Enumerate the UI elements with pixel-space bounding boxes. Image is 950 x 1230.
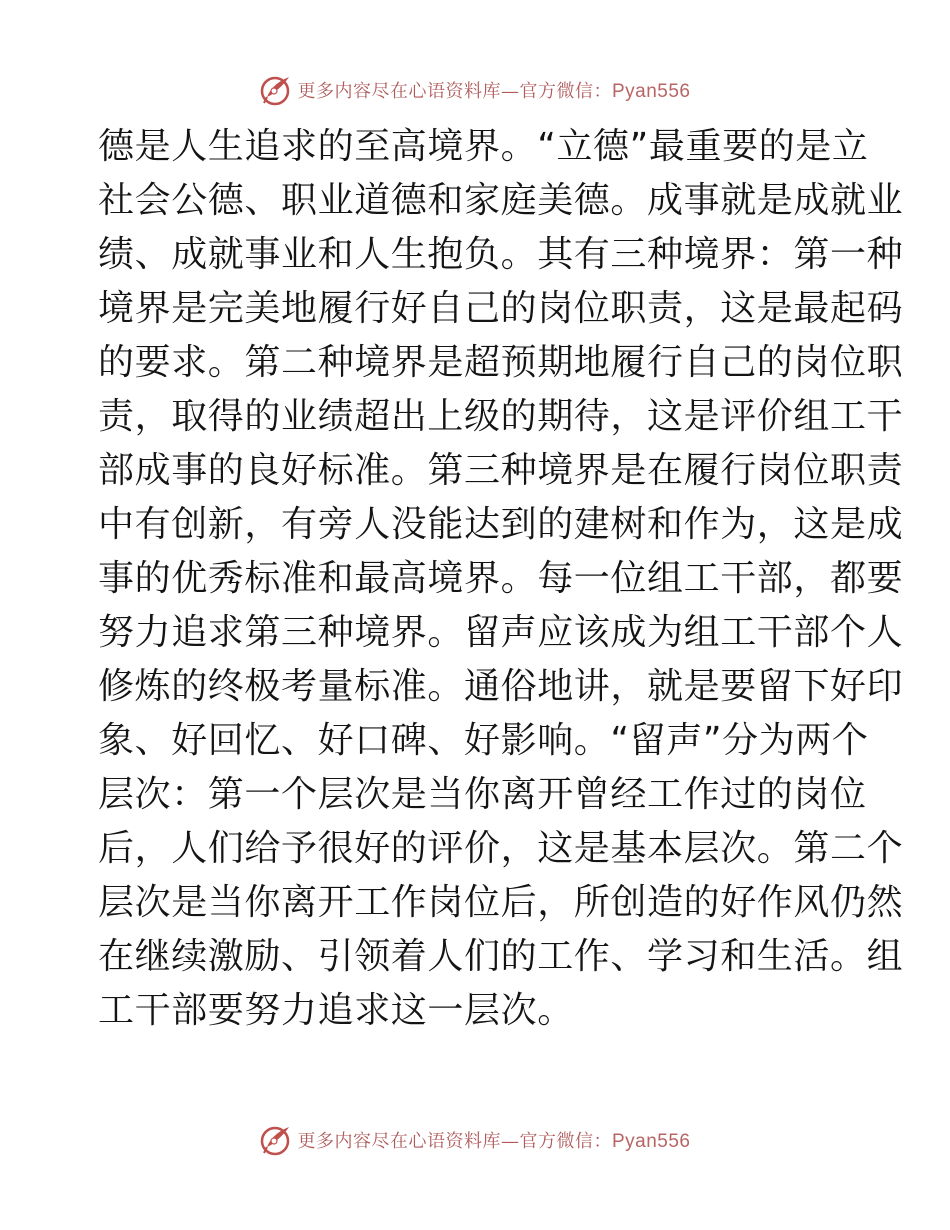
footer-banner <box>0 1120 950 1160</box>
feather-pen-logo-icon <box>259 73 293 107</box>
header-wechat-id: Pyan556 <box>611 81 691 102</box>
text-line: 工干部要努力追求这一层次。 <box>98 990 574 1031</box>
header-promo-text: 更多内容尽在心语资料库—官方微信： <box>297 81 612 102</box>
header-banner-text <box>297 77 690 103</box>
text-line: 努力追求第三种境界。留声应该成为组工干部个人 <box>98 612 904 653</box>
text-line: 在继续激励、引领着人们的工作、学习和生活。组 <box>98 936 904 977</box>
document-body <box>98 120 904 1038</box>
footer-banner-text <box>297 1127 690 1153</box>
text-line: 后，人们给予很好的评价，这是基本层次。第二个 <box>98 828 904 869</box>
text-line: 象、好回忆、好口碑、好影响。“留声”分为两个 <box>98 720 869 761</box>
text-line: 层次是当你离开工作岗位后，所创造的好作风仍然 <box>98 882 904 923</box>
text-line: 的要求。第二种境界是超预期地履行自己的岗位职 <box>98 342 904 383</box>
text-line: 中有创新，有旁人没能达到的建树和作为，这是成 <box>98 504 904 545</box>
text-line: 德是人生追求的至高境界。“立德”最重要的是立 <box>98 126 869 167</box>
text-line: 社会公德、职业道德和家庭美德。成事就是成就业 <box>98 180 904 221</box>
text-line: 修炼的终极考量标准。通俗地讲，就是要留下好印 <box>98 666 904 707</box>
text-line: 事的优秀标准和最高境界。每一位组工干部，都要 <box>98 558 904 599</box>
text-line: 责，取得的业绩超出上级的期待，这是评价组工干 <box>98 396 904 437</box>
text-line: 境界是完美地履行好自己的岗位职责，这是最起码 <box>98 288 904 329</box>
header-banner <box>0 70 950 110</box>
text-line: 层次：第一个层次是当你离开曾经工作过的岗位 <box>98 774 867 815</box>
footer-wechat-id: Pyan556 <box>611 1131 691 1152</box>
feather-pen-logo-icon <box>259 1123 293 1157</box>
text-line: 部成事的良好标准。第三种境界是在履行岗位职责 <box>98 450 904 491</box>
text-line: 绩、成就事业和人生抱负。其有三种境界：第一种 <box>98 234 904 275</box>
footer-promo-text: 更多内容尽在心语资料库—官方微信： <box>297 1131 612 1152</box>
